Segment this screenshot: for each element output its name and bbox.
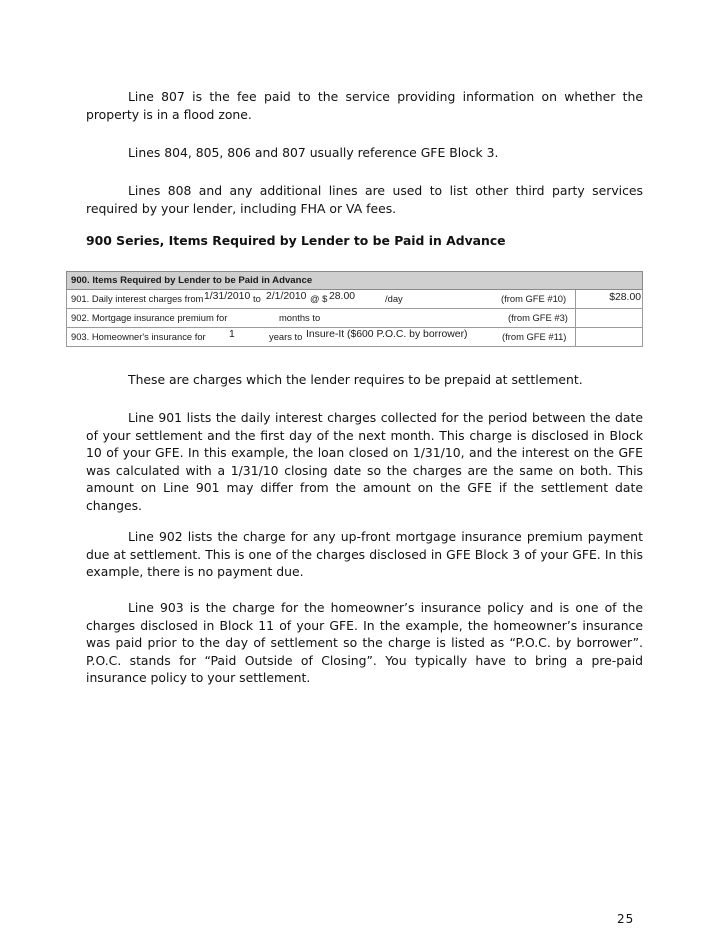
- amount-cell: [575, 309, 644, 327]
- hud-form-header: 900. Items Required by Lender to be Paid in Advance: [66, 271, 643, 290]
- from-date: 1/31/2010: [204, 291, 251, 302]
- amount-value: $28.00: [609, 292, 641, 303]
- amount-cell: [575, 328, 644, 346]
- to-word: to: [253, 293, 261, 304]
- hud-form-excerpt: [66, 271, 643, 348]
- gfe-reference: (from GFE #11): [502, 331, 567, 342]
- years-value: 1: [229, 329, 235, 340]
- paragraph-lines-804-807: Lines 804, 805, 806 and 807 usually reference GFE Block 3.: [128, 145, 499, 160]
- daily-rate: 28.00: [329, 291, 356, 302]
- to-date: 2/1/2010: [266, 291, 307, 302]
- paragraph-line-903: Line 903 is the charge for the homeowner’s insurance policy and is one of the charges disclosed in Block 11 of your GFE. In the example, the homeowner’s insurance was paid prior to the day of settlement so the charge is listed as “P.O.C. by borrower”. P.O.C. stands for “Paid Outside of Closing”. You typically have to bring a pre-paid insurance policy to your settlement.: [86, 600, 643, 686]
- paragraph-line-901: Line 901 lists the daily interest charges collected for the period between the date of your settlement and the first day of the next month. This charge is disclosed in Block 10 of your GFE. In this example, the loan closed on 1/31/10, and the interest on the GFE was calculated with a 1/31/10 closing date so the charges are the same on both. This amount on Line 901 may differ from the amount on the GFE if the settlement date changes.: [86, 410, 643, 513]
- row-label: 901. Daily interest charges from: [71, 293, 204, 304]
- gfe-reference: (from GFE #3): [508, 312, 568, 323]
- at-rate-label: @ $: [310, 293, 328, 304]
- hud-row-903: [66, 328, 643, 347]
- years-label: years to: [269, 331, 303, 342]
- paragraph-prepaid-charges: These are charges which the lender requires to be prepaid at settlement.: [128, 372, 583, 387]
- per-day: /day: [385, 293, 403, 304]
- paragraph-line-807: Line 807 is the fee paid to the service providing information on whether the property is in a flood zone.: [86, 89, 643, 122]
- page-number: 25: [617, 912, 635, 926]
- row-label: 903. Homeowner's insurance for: [71, 331, 206, 342]
- months-label: months to: [279, 312, 321, 323]
- hud-row-902: [66, 309, 643, 328]
- paragraph-line-808: Lines 808 and any additional lines are used to list other third party services required by your lender, including FHA or VA fees.: [86, 183, 643, 216]
- insurer-name: Insure-It ($600 P.O.C. by borrower): [306, 329, 468, 340]
- paragraph-line-902: Line 902 lists the charge for any up-front mortgage insurance premium payment due at settlement. This is one of the charges disclosed in GFE Block 3 of your GFE. In this example, there is no payment due.: [86, 529, 643, 580]
- gfe-reference: (from GFE #10): [501, 293, 567, 304]
- hud-row-901: [66, 290, 643, 309]
- section-heading: 900 Series, Items Required by Lender to be Paid in Advance: [86, 233, 506, 248]
- amount-cell: [575, 290, 644, 308]
- row-label: 902. Mortgage insurance premium for: [71, 312, 228, 323]
